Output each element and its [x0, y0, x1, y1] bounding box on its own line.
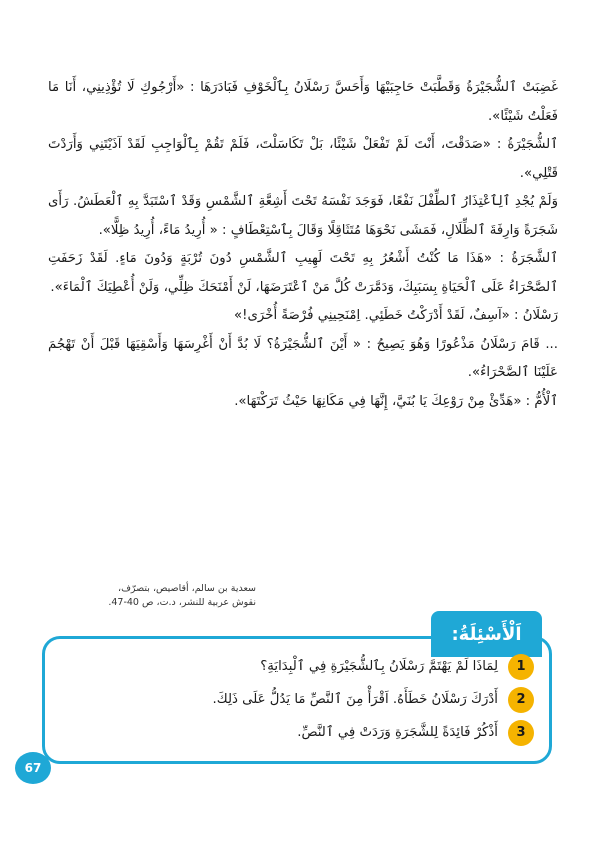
question-item — [60, 683, 534, 716]
page-number: 67 — [15, 752, 51, 784]
question-number-badge: 1 — [508, 654, 534, 680]
story-paragraph: غَضِبَتْ ٱلشُّجَيْرَةُ وَقَطَّبَتْ حَاجِبَيْهَا وَأَحَسَّ رَسْلَانُ بِٱلْخَوْفِ فَبَادَرَهَا : «أَرْجُوكِ لَا تُؤْذِينِي، أَنَا مَا فَعَلْتُ شَيْئًا». — [48, 80, 558, 124]
question-text: لِمَاذَا لَمْ يَهْتَمَّ رَسْلَانُ بِٱلشُّجَيْرَةِ فِي ٱلْبِدَايَةِ؟ — [260, 659, 498, 674]
source-citation — [86, 582, 256, 610]
question-item — [60, 716, 534, 749]
question-text: أَدْرَكَ رَسْلَانُ خَطَأَهُ. اَقْرَأْ مِنَ ٱلنَّصِّ مَا يَدُلُّ عَلَى ذَلِكَ. — [212, 692, 498, 707]
story-paragraph: وَلَمْ يُجْدِ ٱلِٱعْتِذَارُ ٱلطِّفْلَ نَفْعًا، فَوَجَدَ نَفْسَهُ تَحْتَ أَشِعَّةِ ٱلشَّمْسِ وَقَدْ ٱسْتَبَدَّ بِهِ ٱلْعَطَشُ. رَأَى شَجَرَةً وَارِفَةَ ٱلظِّلَالِ، فَمَشَى نَحْوَهَا مُتَثَاقِلًا وَقَالَ بِٱسْتِعْطَافٍ : « أُرِيدُ مَاءً، أُرِيدُ ظِلًّا». — [48, 194, 558, 238]
questions-header: اَلْأَسْئِلَةُ: — [431, 611, 542, 657]
question-number-badge: 3 — [508, 720, 534, 746]
story-text — [48, 74, 558, 416]
story-paragraph: رَسْلَانُ : «آسِفٌ، لَقَدْ أَدْرَكْتُ خَطَئِي. اِمْنَحِينِي فُرْصَةً أُخْرَى!» — [234, 308, 558, 323]
story-paragraph: ٱلشَّجَرَةُ : «هَذَا مَا كُنْتُ أَشْعُرُ بِهِ تَحْتَ لَهِيبِ ٱلشَّمْسِ دُونَ تُرْبَةٍ وَدُونَ مَاءٍ. لَقَدْ زَحَفَتِ ٱلصَّحْرَاءُ عَلَى ٱلْحَيَاةِ بِسَبَبِكَ، وَدَمَّرَتْ كُلَّ مَنْ ٱعْتَرَضَهَا، لَنْ أَمْنَحَكَ ظِلِّي، وَلَنْ أُعْطِيَكَ ٱلْمَاءَ». — [48, 251, 558, 295]
source-line-2: نقوش عربية للنشر، د.ت، ص 40-47. — [108, 597, 256, 608]
questions-list — [60, 650, 534, 749]
story-paragraph: ٱلْأُمُّ : «هَدِّئْ مِنْ رَوْعِكَ يَا بُنَيَّ، إِنَّهَا فِي مَكَانِهَا حَيْثُ تَرَكْتَهَا». — [234, 393, 558, 409]
story-paragraph: ٱلشُّجَيْرَةُ : «صَدَقْتَ، أَنْتَ لَمْ تَفْعَلْ شَيْئًا، بَلْ تَكَاسَلْتَ، فَلَمْ تَقُمْ بِٱلْوَاجِبِ لَقَدْ آذَيْتَنِي وَأَرَدْتَ قَتْلِي». — [48, 137, 558, 181]
story-paragraph: ... قَامَ رَسْلَانُ مَذْعُورًا وَهُوَ يَصِيحُ : « أَيْنَ ٱلشُّجَيْرَةُ؟ لَا بُدَّ أَنْ أَغْرِسَهَا وَأَسْقِيَهَا قَبْلَ أَنْ تَهْجُمَ عَلَيْنَا ٱلصَّحْرَاءُ». — [48, 336, 558, 380]
source-line-1: سعدية بن سالم، أقاصيص، بتصرّف، — [118, 583, 256, 594]
question-number-badge: 2 — [508, 687, 534, 713]
question-text: أَذْكُرْ فَائِدَةً لِلشَّجَرَةِ وَرَدَتْ فِي ٱلنَّصِّ. — [297, 725, 498, 740]
question-item — [60, 650, 534, 683]
